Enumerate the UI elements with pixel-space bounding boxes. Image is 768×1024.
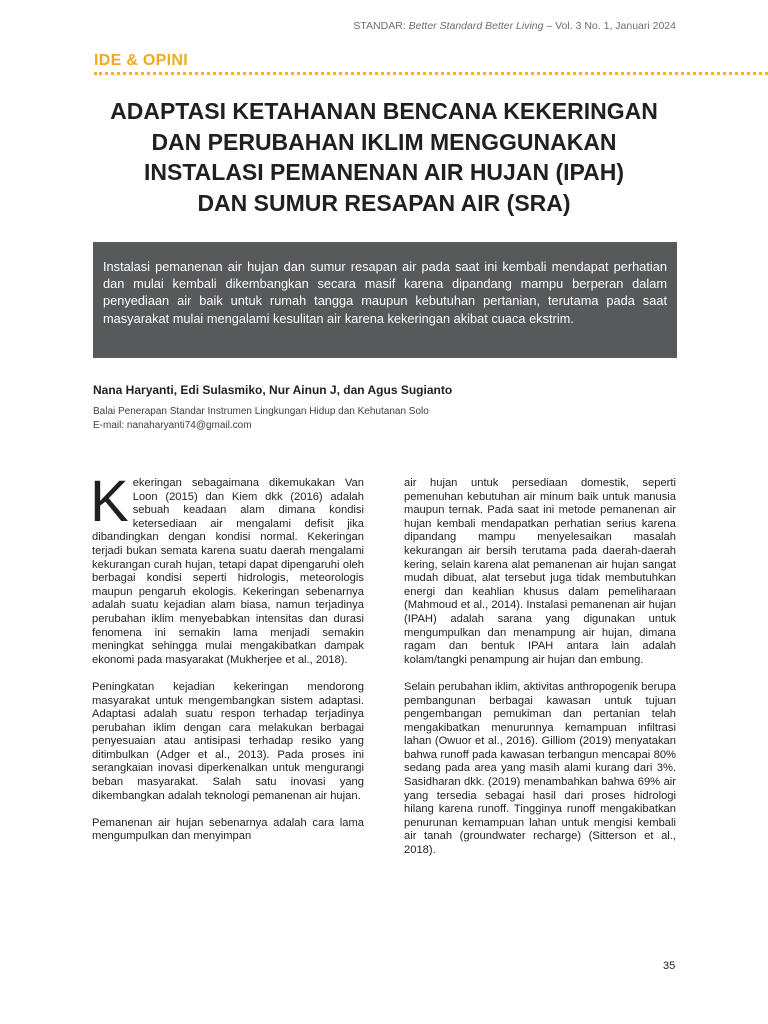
- running-header: [353, 20, 676, 32]
- journal-issue: – Vol. 3 No. 1, Januari 2024: [543, 20, 676, 32]
- body-paragraph: air hujan untuk persediaan domestik, seperti pemenuhan kebutuhan air minum baik untuk manusia maupun ternak. Pada saat ini metode pemanenan air hujan kembali mendapatkan perhatian serius karena dipandang mampu menyelesaikan masalah kekurangan air bersih terutama pada daerah-daerah kering, selain karena alat pemanenan air hujan sangat mudah dibuat, alat tersebut juga tidak membutuhkan energi dan keahlian khusus dalam pemeliharaan (Mahmoud et al., 2014). Instalasi pemanenan air hujan (IPAH) adalah sarana yang digunakan untuk mengumpulkan dan menampung air hujan, dimana ragam dan bentuk IPAH antara lain adalah kolam/tangki penampung air hujan dan embung.: [404, 477, 676, 666]
- title-line: INSTALASI PEMANENAN AIR HUJAN (IPAH): [143, 159, 625, 185]
- page-number: 35: [663, 960, 676, 972]
- body-paragraph: Pemanenan air hujan sebenarnya adalah cara lama mengumpulkan dan menyimpan: [92, 816, 364, 843]
- section-label: IDE & OPINI: [94, 52, 188, 69]
- title-line: DAN PERUBAHAN IKLIM MENGGUNAKAN: [151, 128, 617, 155]
- drop-cap: K: [90, 469, 129, 534]
- author-list: Nana Haryanti, Edi Sulasmiko, Nur Ainun J, dan Agus Sugianto: [93, 383, 453, 397]
- body-paragraph: Peningkatan kejadian kekeringan mendorong masyarakat untuk mengembangkan sistem adaptasi. Adaptasi adalah suatu respon terhadap terjadinya perubahan iklim dengan cara melakukan berbagai penyesuaian atau antisipasi terhadap resiko yang ditimbulkan (Adger et al., 2013). Pada proses ini serangkaian inovasi diperkenalkan untuk mengurangi beban masyarakat. Salah satu inovasi yang dikembangkan adalah teknologi pemanenan air hujan.: [92, 680, 364, 802]
- author-email: E-mail: nanaharyanti74@gmail.com: [93, 420, 252, 431]
- affiliation-block: [93, 405, 429, 433]
- body-paragraph: [90, 469, 364, 667]
- affiliation: Balai Penerapan Standar Instrumen Lingkungan Hidup dan Kehutanan Solo: [93, 406, 429, 417]
- journal-name: STANDAR:: [353, 20, 409, 32]
- title-line: ADAPTASI KETAHANAN BENCANA KEKERINGAN: [110, 98, 658, 124]
- article-title: [80, 96, 688, 218]
- paragraph-text: ekeringan sebagaimana dikemukakan Van Loon (2015) dan Kiem dkk (2016) adalah sebuah keadaan alam dimana kondisi ketersediaan air mengalami defisit jika dibandingkan dengan kondisi normal. Kekeringan terjadi bukan semata karena suatu daerah mengalami kekurangan curah hujan, tetapi dapat dipengaruhi oleh berbagai kondisi seperti hidrologis, meteorologis maupun pengaruh ekologis. Kekeringan sebenarnya adalah suatu kejadian alam biasa, namun terjadinya perubahan iklim menyebabkan intensitas dan durasi fenomena ini semakin lama menjadi semakin meningkat sehingga mulai mengakibatkan dampak ekonomi pada masyarakat (Mukherjee et al., 2018).: [92, 477, 364, 666]
- section-divider: [94, 72, 768, 75]
- journal-tagline: Better Standard Better Living: [408, 20, 544, 32]
- abstract-text: Instalasi pemanenan air hujan dan sumur resapan air pada saat ini kembali mendapat perhatian dan mulai kembali dikembangkan secara masif karena dipandang mampu berperan dalam penyediaan air baik untuk rumah tangga maupun kebutuhan pertanian, terutama pada saat masyarakat mulai mengalami kesulitan air karena kekeringan akibat cuaca ekstrim.: [103, 259, 667, 326]
- body-paragraph: Selain perubahan iklim, aktivitas anthropogenik berupa pembangunan berbagai kawasan untuk tujuan pengembangan pemukiman dan pertanian telah mengakibatkan menurunnya kemampuan infiltrasi lahan (Owuor et al., 2016). Gilliom (2019) menyatakan bahwa runoff pada kawasan terbangun mencapai 80% sedang pada area yang masih alami kurang dari 3%. Sasidharan dkk. (2019) menambahkan bahwa 69% air yang tersedia sebagai hasil dari proses hidrologi hilang karena runoff. Tingginya runoff mengakibatkan penurunan kemampuan lahan untuk mengisi kembali air tanah (groundwater recharge) (Sitterson et al., 2018).: [404, 680, 676, 857]
- body-column-left: [90, 469, 364, 858]
- abstract-box: [93, 242, 677, 358]
- body-column-right: [404, 477, 676, 871]
- title-line: DAN SUMUR RESAPAN AIR (SRA): [197, 189, 571, 216]
